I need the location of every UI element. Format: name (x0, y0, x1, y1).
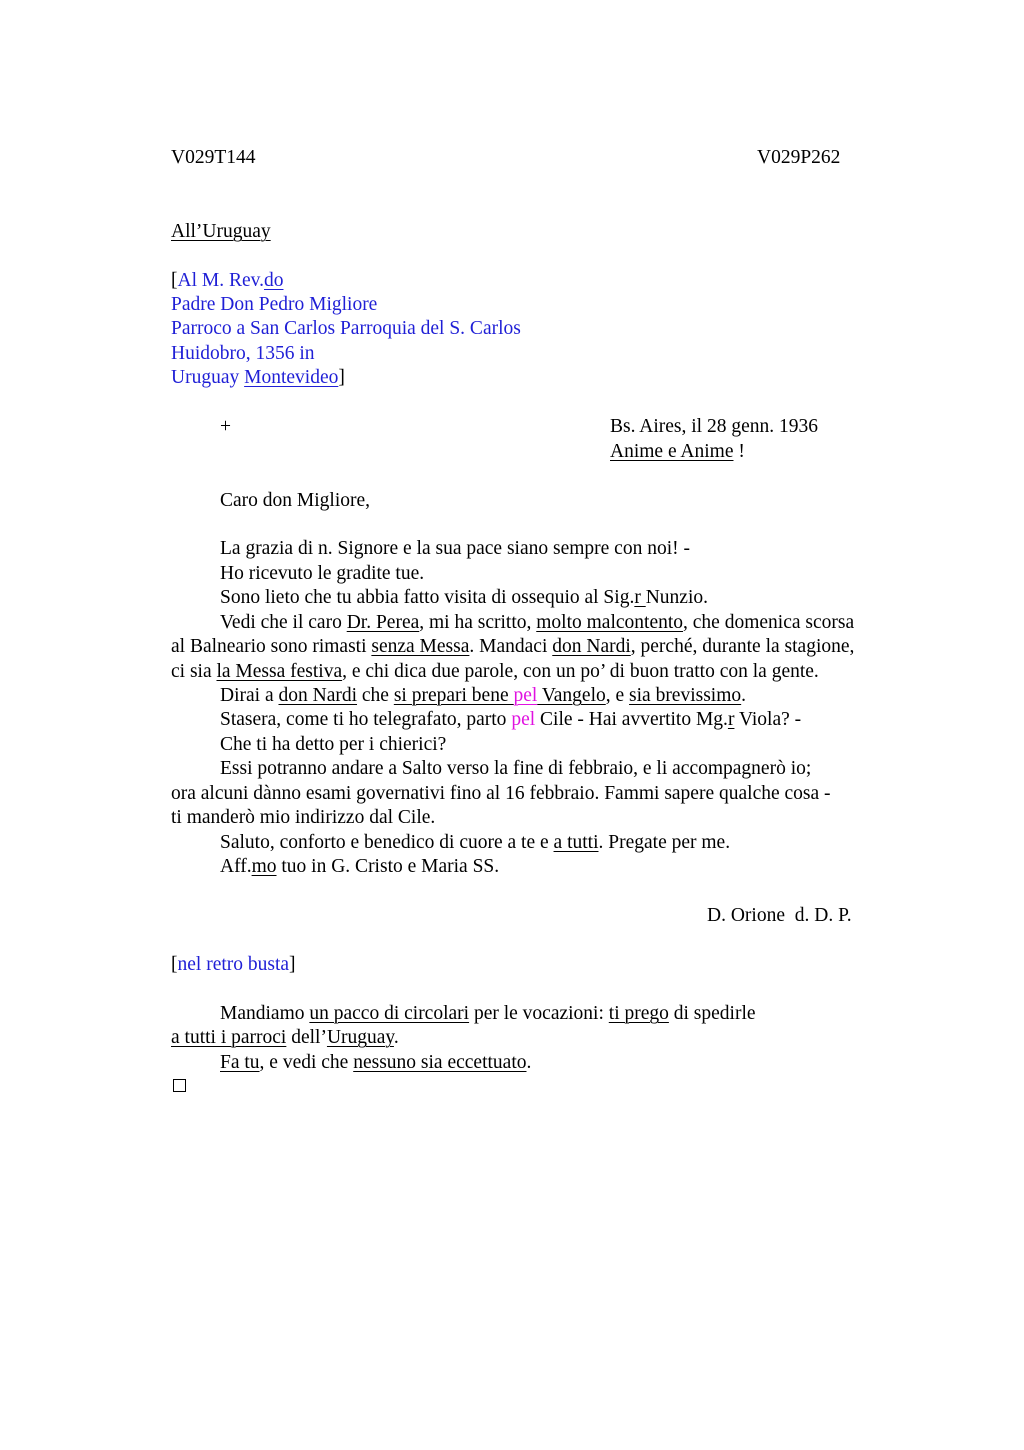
body-text: Cile - Hai avvertito Mg. (535, 709, 728, 730)
address-line-4: Huidobro, 1356 in (171, 343, 315, 364)
body-line-8 (220, 708, 801, 733)
postscript-line-2 (171, 1026, 399, 1051)
body-line-6 (171, 660, 819, 685)
address-line-2: Padre Don Pedro Migliore (171, 294, 378, 315)
underlined-text: don Nardi (552, 636, 631, 657)
underlined-text: un pacco di circolari (309, 1003, 470, 1024)
body-text: Stasera, come ti ho telegrafato, parto (220, 709, 512, 730)
body-text: . (393, 1027, 399, 1048)
body-line-2: Ho ricevuto le gradite tue. (220, 563, 425, 584)
underlined-text: a tutti i parroci (171, 1027, 287, 1048)
underlined-text: molto malcontento (536, 612, 684, 633)
highlighted-word: pel (511, 709, 536, 730)
underlined-text: a tutti (553, 832, 599, 853)
underlined-text: Dr. Perea (346, 612, 420, 633)
document-code-left: V029T144 (171, 147, 256, 168)
body-text: Sono lieto che tu abbia fatto visita di ossequio al Sig. (220, 587, 635, 608)
body-text: . (741, 685, 747, 706)
body-text: dell’ (286, 1027, 327, 1048)
body-text: Viola? - (734, 709, 802, 730)
body-line-10: Essi potranno andare a Salto verso la fine di febbraio, e li accompagnerò io; (220, 758, 812, 779)
address-line-1 (171, 269, 283, 294)
body-line-9: Che ti ha detto per i chierici? (220, 734, 447, 755)
underlined-text: Vangelo (537, 685, 606, 706)
place-date: Bs. Aires, il 28 genn. 1936 (610, 416, 818, 437)
body-text: Mandiamo (220, 1003, 310, 1024)
motto-text: Anime e Anime (610, 441, 734, 462)
body-text: , che domenica scorsa (683, 612, 855, 633)
abbrev-superscript: r (727, 709, 735, 730)
close-bracket: ] (289, 954, 296, 975)
body-line-13 (220, 831, 730, 856)
body-text: , perché, durante la stagione, (630, 636, 855, 657)
body-text: che (357, 685, 394, 706)
body-text: di spedirle (668, 1003, 756, 1024)
abbrev-superscript: mo (251, 856, 277, 877)
body-text: Dirai a (220, 685, 279, 706)
address-title: Al M. Rev. (177, 270, 264, 291)
address-country: Uruguay (171, 367, 245, 388)
body-line-12: ti manderò mio indirizzo dal Cile. (171, 807, 436, 828)
body-text: tuo in G. Cristo e Maria SS. (276, 856, 500, 877)
end-square-icon (173, 1079, 186, 1092)
abbrev-superscript: r (634, 587, 646, 608)
body-line-7 (220, 684, 746, 709)
body-text: ci sia (171, 661, 217, 682)
document-code-right: V029P262 (757, 147, 841, 168)
body-line-4 (220, 611, 854, 636)
underlined-text: Fa tu (220, 1052, 260, 1073)
body-text: , mi ha scritto, (419, 612, 537, 633)
address-city: Montevideo (244, 367, 339, 388)
underlined-text: nessuno sia eccettuato (353, 1052, 527, 1073)
destination-title: All’Uruguay (171, 221, 271, 242)
signature: D. Orione d. D. P. (707, 905, 852, 926)
body-line-3 (220, 586, 708, 611)
address-line-5 (171, 366, 345, 391)
back-note (171, 953, 296, 978)
body-text: Vedi che il caro (220, 612, 347, 633)
postscript-line-3 (220, 1051, 531, 1076)
body-text: al Balneario sono rimasti (171, 636, 372, 657)
underlined-text: Uruguay (326, 1027, 394, 1048)
body-text: Saluto, conforto e benedico di cuore a te e (220, 832, 554, 853)
body-text: , e vedi che (259, 1052, 354, 1073)
open-bracket: [ (171, 270, 178, 291)
body-text: . Pregate per me. (598, 832, 731, 853)
underlined-text: ti prego (608, 1003, 669, 1024)
body-text: . Mandaci (469, 636, 553, 657)
address-line-3: Parroco a San Carlos Parroquia del S. Carlos (171, 318, 521, 339)
cross-mark: + (220, 416, 231, 437)
back-note-label: nel retro busta (177, 954, 290, 975)
body-text: Aff. (220, 856, 252, 877)
body-line-1: La grazia di n. Signore e la sua pace siano sempre con noi! - (220, 538, 690, 559)
postscript-line-1 (220, 1002, 756, 1027)
underlined-text: si prepari bene (393, 685, 514, 706)
body-line-11: ora alcuni dànno esami governativi fino al 16 febbraio. Fammi sapere qualche cosa - (171, 783, 831, 804)
body-line-14 (220, 855, 499, 880)
body-text: per le vocazioni: (469, 1003, 609, 1024)
body-text: . (526, 1052, 532, 1073)
body-text: Nunzio. (645, 587, 708, 608)
motto-mark: ! (733, 441, 745, 462)
close-bracket: ] (338, 367, 345, 388)
highlighted-word: pel (513, 685, 538, 706)
address-title-abbrev: do (263, 270, 284, 291)
body-text: , e (605, 685, 630, 706)
body-text: , e chi dica due parole, con un po’ di buon tratto con la gente. (342, 661, 819, 682)
body-line-5 (171, 635, 854, 660)
salutation: Caro don Migliore, (220, 490, 371, 511)
underlined-text: la Messa festiva (216, 661, 343, 682)
open-bracket: [ (171, 954, 178, 975)
motto (610, 440, 745, 465)
underlined-text: senza Messa (371, 636, 470, 657)
underlined-text: don Nardi (278, 685, 358, 706)
underlined-text: sia brevissimo (629, 685, 742, 706)
